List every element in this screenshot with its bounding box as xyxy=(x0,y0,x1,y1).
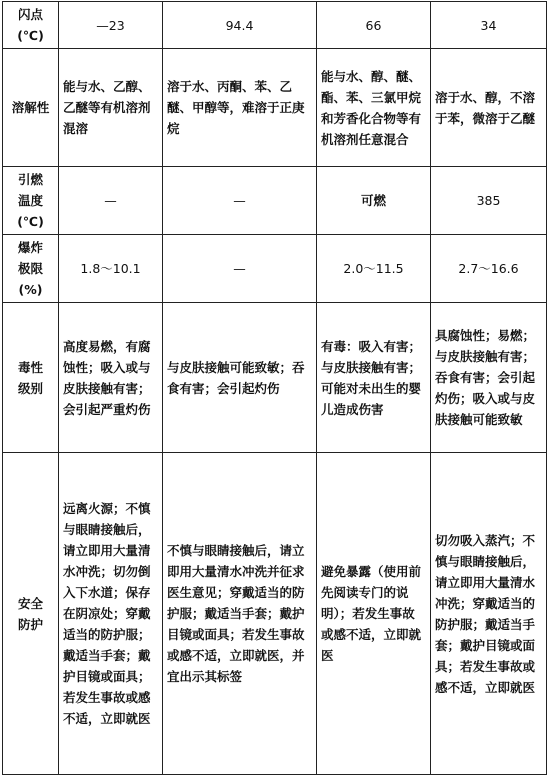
table-cell: 66 xyxy=(317,2,431,49)
row-header-safety: 安全 防护 xyxy=(3,453,59,775)
table-cell: —23 xyxy=(59,2,163,49)
table-row-solubility xyxy=(3,49,547,167)
table-row-ignition-temp xyxy=(3,167,547,235)
table-cell: 切勿吸入蒸汽；不慎与眼睛接触后，请立即用大量清水冲洗；穿戴适当的防护服；戴适当手套；戴护目镜或面具；若发生事故或感不适，立即就医 xyxy=(431,453,547,775)
table-cell: 远离火源；不慎与眼睛接触后，请立即用大量清水冲洗；切勿倒入下水道；保存在阴凉处；穿戴适当的防护服；戴适当手套；戴护目镜或面具；若发生事故或感不适，立即就医 xyxy=(59,453,163,775)
table-cell: 具腐蚀性；易燃；与皮肤接触有害；吞食有害；会引起灼伤；吸入或与皮肤接触可能致敏 xyxy=(431,303,547,453)
row-header-toxicity: 毒性 级别 xyxy=(3,303,59,453)
table-cell: — xyxy=(163,167,317,235)
table-cell: 能与水、醇、醚、酯、苯、三氯甲烷和芳香化合物等有机溶剂任意混合 xyxy=(317,49,431,167)
table-cell: 不慎与眼睛接触后，请立即用大量清水冲洗并征求医生意见；穿戴适当的防护服；戴适当手套；戴护目镜或面具；若发生事故或感不适，立即就医，并宜出示其标签 xyxy=(163,453,317,775)
table-cell: 94.4 xyxy=(163,2,317,49)
table-cell: 有毒：吸入有害；与皮肤接触有害；可能对未出生的婴儿造成伤害 xyxy=(317,303,431,453)
row-header-solubility: 溶解性 xyxy=(3,49,59,167)
row-header-flash-point: 闪点 (℃) xyxy=(3,2,59,49)
table-cell: — xyxy=(59,167,163,235)
table-row-flash-point xyxy=(3,2,547,49)
table-cell: — xyxy=(163,235,317,303)
row-header-explosion-limit: 爆炸 极限 (%) xyxy=(3,235,59,303)
table-cell: 1.8～10.1 xyxy=(59,235,163,303)
table-cell: 385 xyxy=(431,167,547,235)
table-cell: 能与水、乙醇、乙醚等有机溶剂混溶 xyxy=(59,49,163,167)
table-cell: 高度易燃，有腐蚀性；吸入或与皮肤接触有害；会引起严重灼伤 xyxy=(59,303,163,453)
table-cell: 溶于水、醇，不溶于苯，微溶于乙醚 xyxy=(431,49,547,167)
table-cell: 溶于水、丙酮、苯、乙醚、甲醇等，难溶于正庚烷 xyxy=(163,49,317,167)
table-cell: 34 xyxy=(431,2,547,49)
table-cell: 2.0～11.5 xyxy=(317,235,431,303)
row-header-ignition-temp: 引燃 温度 (℃) xyxy=(3,167,59,235)
table-row-toxicity xyxy=(3,303,547,453)
table-cell: 避免暴露（使用前先阅读专门的说明）；若发生事故或感不适，立即就医 xyxy=(317,453,431,775)
chemical-properties-table xyxy=(2,1,547,775)
table-row-safety xyxy=(3,453,547,775)
table-cell: 可燃 xyxy=(317,167,431,235)
table-row-explosion-limit xyxy=(3,235,547,303)
table-cell: 与皮肤接触可能致敏；吞食有害；会引起灼伤 xyxy=(163,303,317,453)
table-cell: 2.7～16.6 xyxy=(431,235,547,303)
